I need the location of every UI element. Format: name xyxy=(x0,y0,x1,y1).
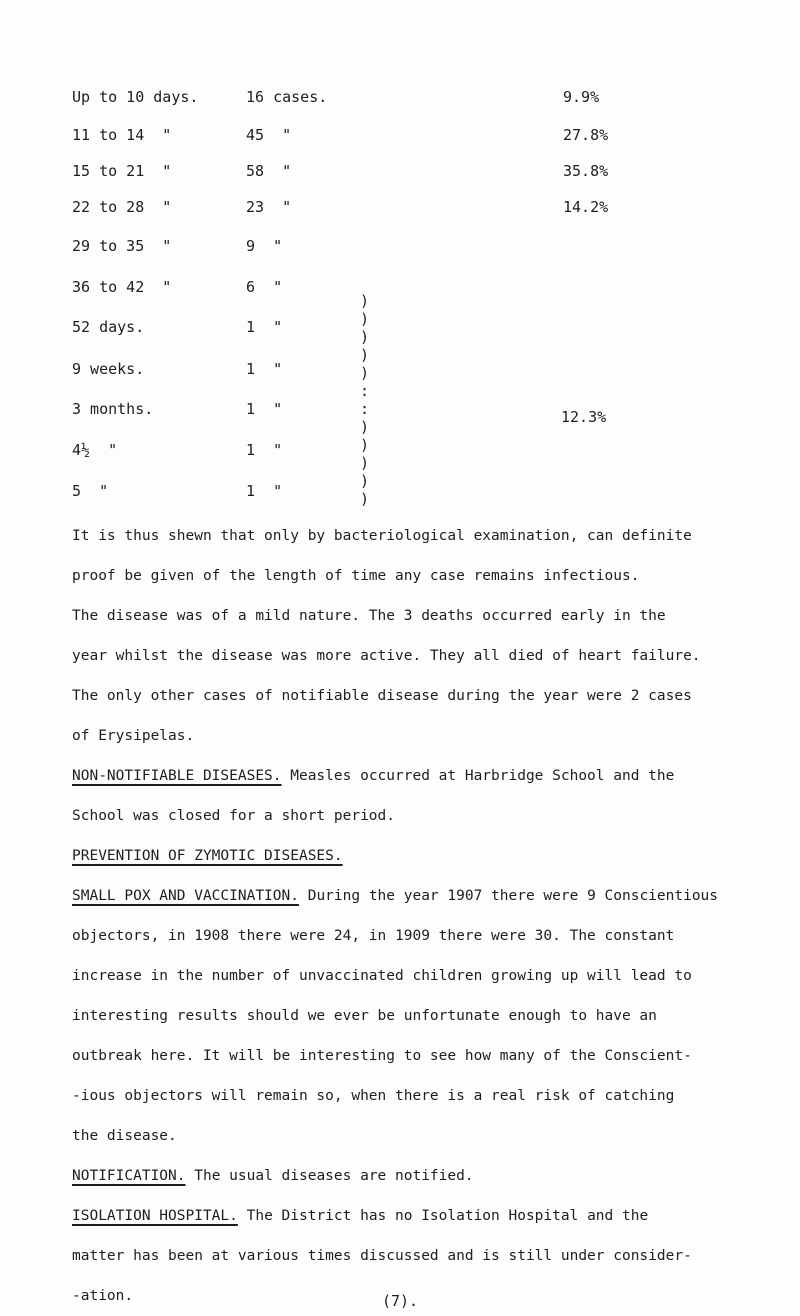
text-line: of Erysipelas. xyxy=(72,728,195,744)
text-line xyxy=(72,756,792,796)
cases-cell: 58 " xyxy=(246,162,292,180)
cases-cell: 45 " xyxy=(246,126,292,144)
text-run: The District has no Isolation Hospital and the xyxy=(237,1208,649,1224)
text-line: outbreak here. It will be interesting to see how many of the Conscient- xyxy=(72,1048,692,1064)
table-row xyxy=(0,126,800,150)
table-row xyxy=(0,318,800,342)
table-row xyxy=(0,198,800,222)
text-line: School was closed for a short period. xyxy=(72,808,396,824)
table-row xyxy=(0,441,800,465)
text-run: During the year 1907 there were 9 Conscientious xyxy=(298,888,719,904)
text-line: It is thus shewn that only by bacteriological examination, can definite xyxy=(72,528,692,544)
period-cell: 5 " xyxy=(72,482,109,500)
percent-cell: 27.8% xyxy=(563,126,609,144)
group-percent: 12.3% xyxy=(561,408,607,426)
period-cell: 11 to 14 " xyxy=(72,126,172,144)
text-line xyxy=(72,836,792,876)
table-row xyxy=(0,360,800,384)
period-cell: 4½ " xyxy=(72,441,118,459)
text-line xyxy=(72,1156,792,1196)
table-row xyxy=(0,278,800,302)
cases-cell: 1 " xyxy=(246,318,283,336)
cases-cell: 1 " xyxy=(246,360,283,378)
body-text xyxy=(72,516,792,1316)
period-cell: Up to 10 days. xyxy=(72,88,199,106)
text-line: increase in the number of unvaccinated children growing up will lead to xyxy=(72,968,692,984)
cases-cell: 16 cases. xyxy=(246,88,328,106)
cases-cell: 6 " xyxy=(246,278,283,296)
grouping-bracket: ) ) ) ) ) : : ) ) ) ) ) xyxy=(360,292,370,508)
text-line: matter has been at various times discussed and is still under consider- xyxy=(72,1248,692,1264)
text-line: interesting results should we ever be unfortunate enough to have an xyxy=(72,1008,657,1024)
table-row xyxy=(0,482,800,506)
text-run: Measles occurred at Harbridge School and the xyxy=(281,768,675,784)
cases-cell: 9 " xyxy=(246,237,283,255)
section-heading: NON-NOTIFIABLE DISEASES. xyxy=(72,768,282,784)
table-row xyxy=(0,400,800,424)
text-line: year whilst the disease was more active. They all died of heart failure. xyxy=(72,648,701,664)
cases-cell: 1 " xyxy=(246,441,283,459)
section-heading: ISOLATION HOSPITAL. xyxy=(72,1208,238,1224)
text-line: the disease. xyxy=(72,1128,177,1144)
text-run: The usual diseases are notified. xyxy=(185,1168,474,1184)
table-row xyxy=(0,88,800,112)
period-cell: 3 months. xyxy=(72,400,154,418)
cases-cell: 1 " xyxy=(246,482,283,500)
text-line xyxy=(72,876,792,916)
table-row xyxy=(0,237,800,261)
period-cell: 29 to 35 " xyxy=(72,237,172,255)
period-cell: 36 to 42 " xyxy=(72,278,172,296)
text-line: proof be given of the length of time any case remains infectious. xyxy=(72,568,640,584)
period-cell: 22 to 28 " xyxy=(72,198,172,216)
text-line: -ious objectors will remain so, when there is a real risk of catching xyxy=(72,1088,675,1104)
cases-cell: 1 " xyxy=(246,400,283,418)
table-row xyxy=(0,162,800,186)
section-heading: NOTIFICATION. xyxy=(72,1168,186,1184)
period-cell: 52 days. xyxy=(72,318,145,336)
percent-cell: 9.9% xyxy=(563,88,600,106)
text-line: The only other cases of notifiable disease during the year were 2 cases xyxy=(72,688,692,704)
text-line: objectors, in 1908 there were 24, in 1909 there were 30. The constant xyxy=(72,928,675,944)
page-number: (7). xyxy=(381,1292,419,1310)
section-heading: SMALL POX AND VACCINATION. xyxy=(72,888,299,904)
section-heading: PREVENTION OF ZYMOTIC DISEASES. xyxy=(72,848,343,864)
text-line: The disease was of a mild nature. The 3 deaths occurred early in the xyxy=(72,608,666,624)
text-line: -ation. xyxy=(72,1288,134,1304)
percent-cell: 14.2% xyxy=(563,198,609,216)
period-cell: 9 weeks. xyxy=(72,360,145,378)
period-cell: 15 to 21 " xyxy=(72,162,172,180)
cases-cell: 23 " xyxy=(246,198,292,216)
percent-cell: 35.8% xyxy=(563,162,609,180)
text-line xyxy=(72,1196,792,1236)
